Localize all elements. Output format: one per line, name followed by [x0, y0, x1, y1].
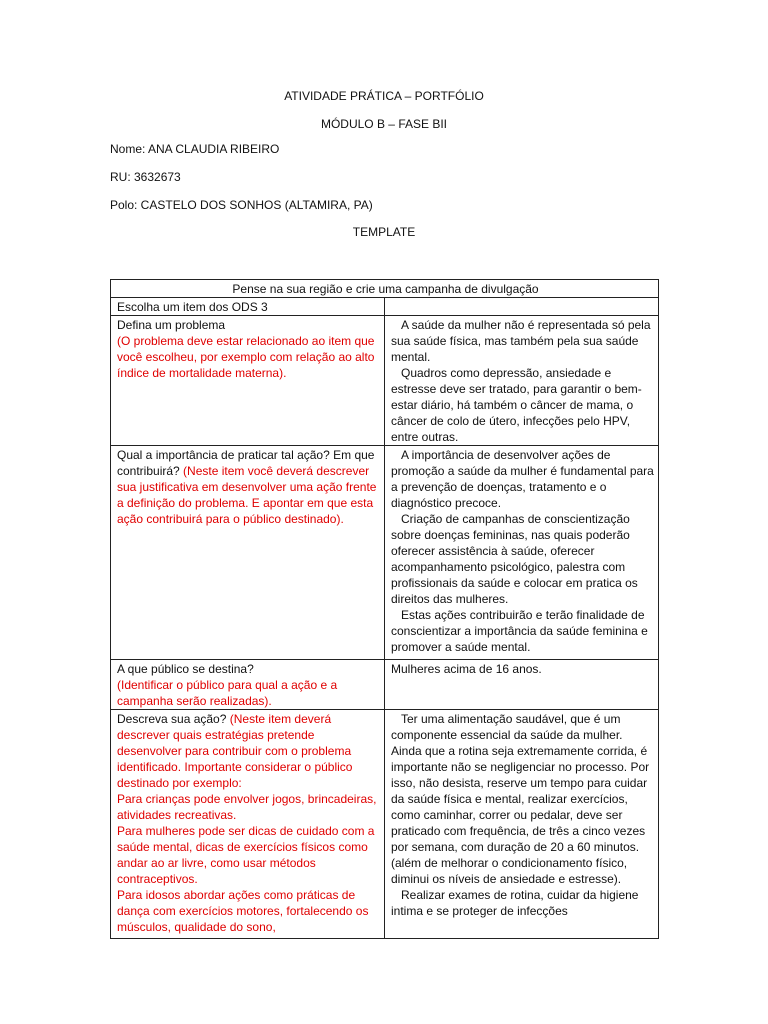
answer-paragraph: A importância de desenvolver ações de promoção a saúde da mulher é fundamental para a prevenção de doenças, tratamento e o diagnóstico precoce. — [391, 448, 654, 510]
question-text: Defina um problema — [117, 318, 226, 332]
table-row — [111, 446, 659, 660]
answer-paragraph: Estas ações contribuirão e terão finalidade de conscientizar a importância da saúde feminina e promover a saúde mental. — [391, 608, 648, 654]
answer-cell — [385, 710, 659, 939]
table-row — [111, 316, 659, 446]
question-text: Qual a importância de praticar tal ação? Em que contribuirá? — [117, 448, 375, 478]
answer-paragraph: Ter uma alimentação saudável, que é um componente essencial da saúde da mulher. Ainda que a rotina seja extremamente corrida, é importante não se negligenciar no processo. Por isso, não desista, reserve um tempo para cuidar da saúde física e mental, realizar exercícios, como caminhar, correr ou pedalar, deve ser praticado com frequência, de três a cinco vezes por semana, com duração de 20 a 60 minutos. (além de melhorar o condicionamento físico, diminui os níveis de ansiedade e estresse). — [391, 712, 650, 886]
question-text: A que público se destina? — [117, 662, 254, 676]
question-hint: (Identificar o público para qual a ação e a campanha serão realizadas). — [117, 678, 338, 708]
student-ru: RU: 3632673 — [110, 170, 181, 184]
ods-value — [385, 298, 659, 316]
answer-paragraph: Mulheres acima de 16 anos. — [391, 662, 542, 676]
question-text: Descreva sua ação? — [117, 712, 227, 726]
answer-cell — [385, 316, 659, 446]
table-caption: Pense na sua região e crie uma campanha de divulgação — [111, 280, 659, 298]
question-hint: (Neste item deverá descrever quais estratégias pretende desenvolver para contribuir com o problema identificado. Importante considerar o público destinado por exemplo: — [117, 712, 353, 790]
campaign-table — [110, 279, 659, 939]
answer-paragraph: Criação de campanhas de conscientização sobre doenças femininas, nas quais poderão oferecer assistência à saúde, oferecer acompanhamento psicológico, palestra com profissionais da saúde e colocar em pratica os direitos das mulheres. — [391, 512, 638, 606]
question-hint: (Neste item você deverá descrever sua justificativa em desenvolver uma ação frente a definição do problema. E apontar em que esta ação contribuirá para o público destinado). — [117, 464, 377, 526]
answer-paragraph: Realizar exames de rotina, cuidar da higiene intima e se proteger de infecções — [391, 888, 639, 918]
question-hint-line: Para idosos abordar ações como práticas de dança com exercícios motores, fortalecendo os músculos, qualidade do sono, — [117, 888, 369, 934]
answer-paragraph: Quadros como depressão, ansiedade e estresse deve ser tratado, para garantir o bem-estar diário, há também o câncer de mama, o câncer de colo de útero, infecções pelo HPV, entre outras. — [391, 366, 642, 444]
answer-cell — [385, 660, 659, 710]
question-cell — [111, 660, 385, 710]
question-hint: (O problema deve estar relacionado ao item que você escolheu, por exemplo com relação ao alto índice de mortalidade materna). — [117, 334, 375, 380]
answer-paragraph: A saúde da mulher não é representada só pela sua saúde física, mas também pela sua saúde mental. — [391, 318, 651, 364]
student-polo: Polo: CASTELO DOS SONHOS (ALTAMIRA, PA) — [110, 198, 373, 212]
question-cell — [111, 710, 385, 939]
table-row — [111, 710, 659, 939]
question-hint-line: Para mulheres pode ser dicas de cuidado com a saúde mental, dicas de exercícios físicos como andar ao ar livre, como usar métodos contraceptivos. — [117, 824, 375, 886]
table-caption-row — [111, 280, 659, 298]
question-cell — [111, 316, 385, 446]
answer-cell — [385, 446, 659, 660]
template-heading: TEMPLATE — [352, 225, 416, 239]
document-title: ATIVIDADE PRÁTICA – PORTFÓLIO — [284, 89, 484, 103]
question-cell — [111, 446, 385, 660]
student-name: Nome: ANA CLAUDIA RIBEIRO — [110, 142, 280, 156]
table-row — [111, 660, 659, 710]
module-heading: MÓDULO B – FASE BII — [320, 117, 448, 131]
question-hint-line: Para crianças pode envolver jogos, brincadeiras, atividades recreativas. — [117, 792, 377, 822]
table-row — [111, 298, 659, 316]
ods-label: Escolha um item dos ODS 3 — [111, 298, 385, 316]
